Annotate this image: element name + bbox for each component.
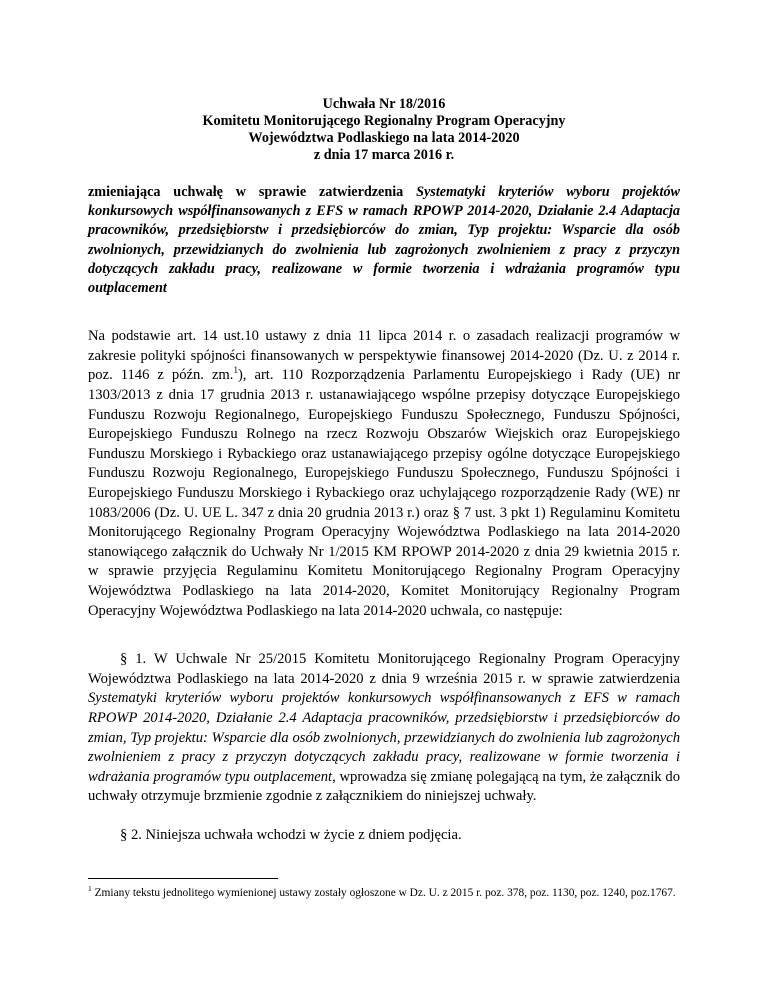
basis-text-1: Na podstawie art. 14 ust.10 ustawy z dnia 11 lipca 2014 r. o zasadach realizacji programów w zakresie polityki spójności finansowanych w perspektywie finansowej 2014-2020 (Dz. U. z 2014 r. poz. 1146 z późn. zm. [88,328,680,384]
subject-text: zmieniająca uchwałę w sprawie zatwierdzenia [88,184,417,200]
section-1-text-2: , wprowadza się zmianę polegającą na tym, że załącznik do uchwały otrzymuje brzmienie zgodnie z załącznikiem do niniejszej uchwały. [88,768,680,805]
resolution-subject [88,183,680,298]
footnote-number: 1 [88,884,92,894]
document-page [88,96,680,845]
resolution-title [88,96,680,164]
section-1-italic-title: Systematyki kryteriów wyboru projektów konkursowych współfinansowanych z EFS w ramach RPOWP 2014-2020, Działanie 2.4 Adaptacja pracowników, przedsiębiorstw i przedsiębiorców do zmian, Typ projektu: Wsparcie dla osób zwolnionych, przewidzianych do zwolnienia lub zagrożonych zwolnieniem z pracy z przyczyn dotyczących zakładu pracy, realizowane w formie tworzenia i wdrażania programów typu outplacement [88,690,680,785]
legal-basis-paragraph [88,327,680,621]
footnote [88,886,688,901]
basis-text-2: ), art. 110 Rozporządzenia Parlamentu Europejskiego i Rady (UE) nr 1303/2013 z dnia 17 grudnia 2013 r. ustanawiającego wspólne przepisy dotyczące Europejskiego Funduszu Rozwoju Regionalnego, Europejskiego Funduszu Społecznego, Funduszu Spójności, Europejskiego Funduszu Rolnego na rzecz Rozwoju Obszarów Wiejskich oraz Europejskiego Funduszu Morskiego i Rybackiego oraz ustanawiającego przepisy ogólne dotyczące Europejskiego Funduszu Rozwoju Regionalnego, Europejskiego Funduszu Społecznego, Funduszu Spójności i Europejskiego Funduszu Morskiego i Rybackiego oraz uchylającego rozporządzenie Rady (WE) nr 1083/2006 (Dz. U. UE L. 347 z dnia 20 grudnia 2013 r.) oraz § 7 ust. 3 pkt 1) Regulaminu Komitetu Monitorującego Regionalny Program Operacyjny Województwa Podlaskiego na lata 2014-2020 stanowiącego załącznik do Uchwały Nr 1/2015 KM RPOWP 2014-2020 z dnia 29 kwietnia 2015 r. w sprawie przyjęcia Regulaminu Komitetu Monitorującego Regionalny Program Operacyjny Województwa Podlaskiego na lata 2014-2020, Komitet Monitorujący Regionalny Program Operacyjny Województwa Podlaskiego na lata 2014-2020 uchwala, co następuje: [88,367,680,619]
footnote-separator [88,878,278,879]
title-line-1: Uchwała Nr 18/2016 [322,96,446,112]
section-1-paragraph [88,650,680,807]
title-line-4: z dnia 17 marca 2016 r. [313,147,455,163]
footnote-text: Zmiany tekstu jednolitego wymienionej ustawy zostały ogłoszone w Dz. U. z 2015 r. poz. 378, poz. 1130, poz. 1240, poz.1767. [91,887,676,899]
subject-italic-title: Systematyki kryteriów wyboru projektów konkursowych współfinansowanych z EFS w ramach RPOWP 2014-2020, Działanie 2.4 Adaptacja pracowników, przedsiębiorstw i przedsiębiorców do zmian, Typ projektu: Wsparcie dla osób zwolnionych, przewidzianych do zwolnienia lub zagrożonych zwolnieniem z pracy z przyczyn dotyczących zakładu pracy, realizowane w formie tworzenia i wdrażania programów typu outplacement [88,184,680,297]
section-2-paragraph: § 2. Niniejsza uchwała wchodzi w życie z dniem podjęcia. [120,826,462,843]
section-1-text-1: § 1. W Uchwale Nr 25/2015 Komitetu Monitorującego Regionalny Program Operacyjny Województwa Podlaskiego na lata 2014-2020 z dnia 9 września 2015 r. w sprawie zatwierdzenia [88,651,680,687]
title-line-3: Województwa Podlaskiego na lata 2014-2020 [248,130,520,146]
title-line-2: Komitetu Monitorującego Regionalny Program Operacyjny [202,113,566,129]
footnote-reference: 1 [233,365,238,376]
